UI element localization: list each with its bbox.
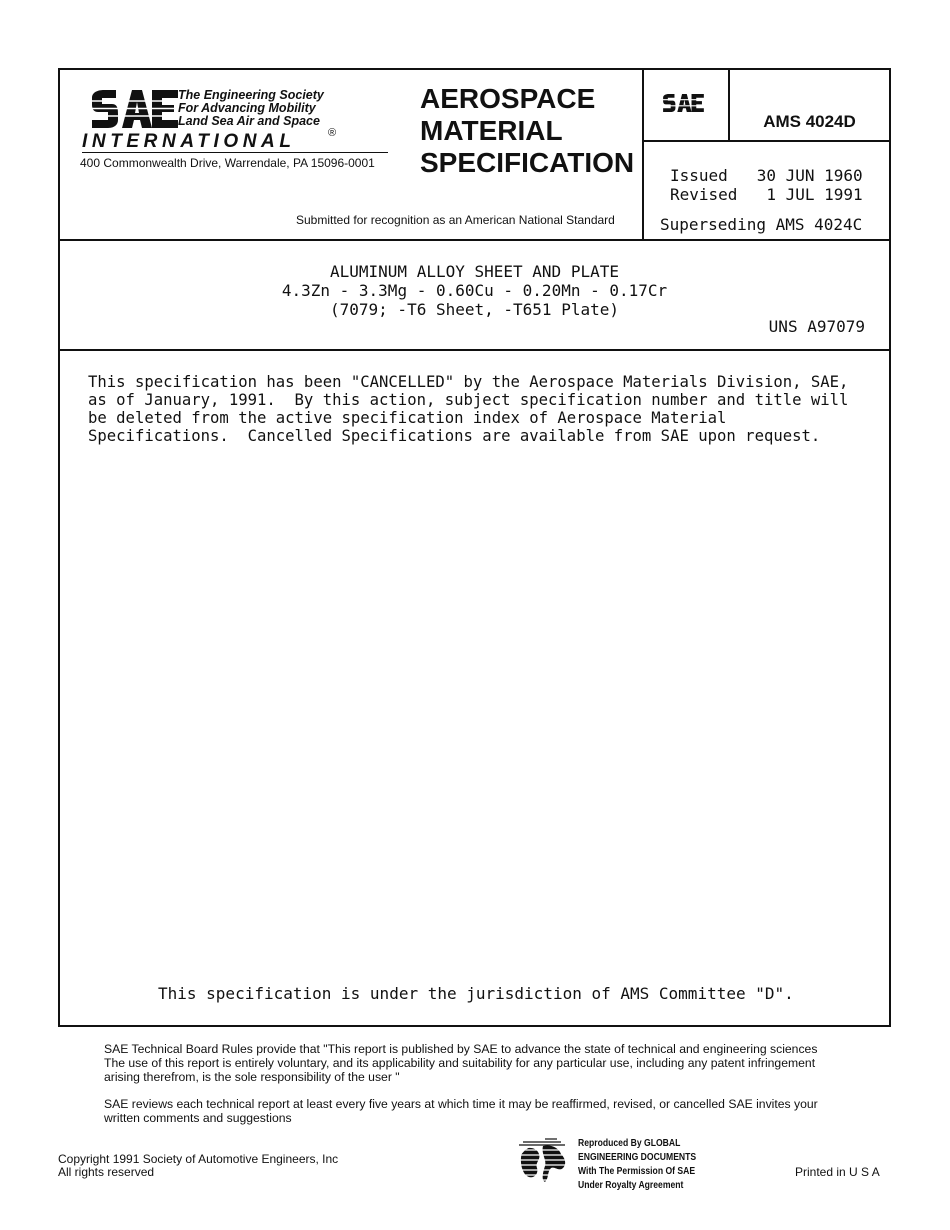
tagline-line-2: For Advancing Mobility <box>178 101 316 115</box>
specification-frame <box>58 68 891 1027</box>
reproduced-line-4: Under Royalty Agreement <box>578 1179 684 1191</box>
sae-logo <box>90 90 178 128</box>
tagline-line-1: The Engineering Society <box>178 88 324 102</box>
jurisdiction-note: This specification is under the jurisdiction of AMS Committee "D". <box>158 984 794 1003</box>
board-rules-paragraph <box>104 1042 864 1084</box>
doc-type-line-3: SPECIFICATION <box>420 147 635 178</box>
notice-line-1: This specification has been "CANCELLED" by the Aerospace Materials Division, SAE, <box>88 373 849 391</box>
sae-small-logo <box>662 94 704 112</box>
header-left-panel <box>60 70 644 239</box>
title-line-2: 4.3Zn - 3.3Mg - 0.60Cu - 0.20Mn - 0.17Cr <box>281 281 668 300</box>
international-wordmark: INTERNATIONAL <box>82 131 296 152</box>
title-line-1: ALUMINUM ALLOY SHEET AND PLATE <box>330 262 619 281</box>
copyright-line-1: Copyright 1991 Society of Automotive Engineers, Inc <box>58 1152 339 1166</box>
wordmark-underline <box>82 152 388 153</box>
society-address: 400 Commonwealth Drive, Warrendale, PA 15096-0001 <box>80 156 375 170</box>
review-line-1: SAE reviews each technical report at least every five years at which time it may be reaffirmed, revised, or cancelled SAE invites your <box>104 1097 818 1111</box>
doc-type-line-2: MATERIAL <box>420 115 563 146</box>
rules-line-2: The use of this report is entirely voluntary, and its applicability and suitability for any particular use, including any patent infringement <box>104 1056 816 1070</box>
reproduced-line-3: With The Permission Of SAE <box>578 1165 696 1177</box>
spec-number-box <box>644 70 889 142</box>
notice-line-3: be deleted from the active specification index of Aerospace Material <box>88 409 727 427</box>
reproduction-notice <box>578 1136 696 1192</box>
spec-header <box>60 70 889 241</box>
reproduced-line-1: Reproduced By GLOBAL <box>578 1137 681 1149</box>
revised-date: Revised 1 JUL 1991 <box>670 185 863 204</box>
cancellation-notice <box>88 373 848 445</box>
material-title-block <box>60 239 889 351</box>
header-right-panel <box>644 70 889 239</box>
submitted-note: Submitted for recognition as an American National Standard <box>296 213 615 227</box>
issued-date: Issued 30 JUN 1960 <box>670 166 863 185</box>
spec-number: AMS 4024D <box>763 112 856 131</box>
rules-line-1: SAE Technical Board Rules provide that "This report is published by SAE to advance the state of technical and engineering sciences <box>104 1042 818 1056</box>
copyright-notice <box>58 1153 338 1179</box>
tagline-line-3: Land Sea Air and Space <box>178 114 320 128</box>
registered-mark: ® <box>328 127 337 139</box>
title-line-3: (7079; -T6 Sheet, -T651 Plate) <box>330 300 619 319</box>
notice-line-4: Specifications. Cancelled Specifications are available from SAE upon request. <box>88 427 821 445</box>
review-paragraph <box>104 1097 864 1125</box>
globe-icon <box>515 1138 571 1188</box>
copyright-line-2: All rights reserved <box>58 1165 155 1179</box>
rules-line-3: arising therefrom, is the sole responsibility of the user " <box>104 1070 400 1084</box>
uns-number: UNS A97079 <box>768 317 865 336</box>
superseding-note: Superseding AMS 4024C <box>660 215 863 234</box>
printed-in: Printed in U S A <box>795 1165 880 1179</box>
reproduced-line-2: ENGINEERING DOCUMENTS <box>578 1151 697 1163</box>
notice-line-2: as of January, 1991. By this action, subject specification number and title will <box>88 391 849 409</box>
doc-type-line-1: AEROSPACE <box>420 83 596 114</box>
review-line-2: written comments and suggestions <box>104 1111 292 1125</box>
issue-dates <box>670 166 863 204</box>
